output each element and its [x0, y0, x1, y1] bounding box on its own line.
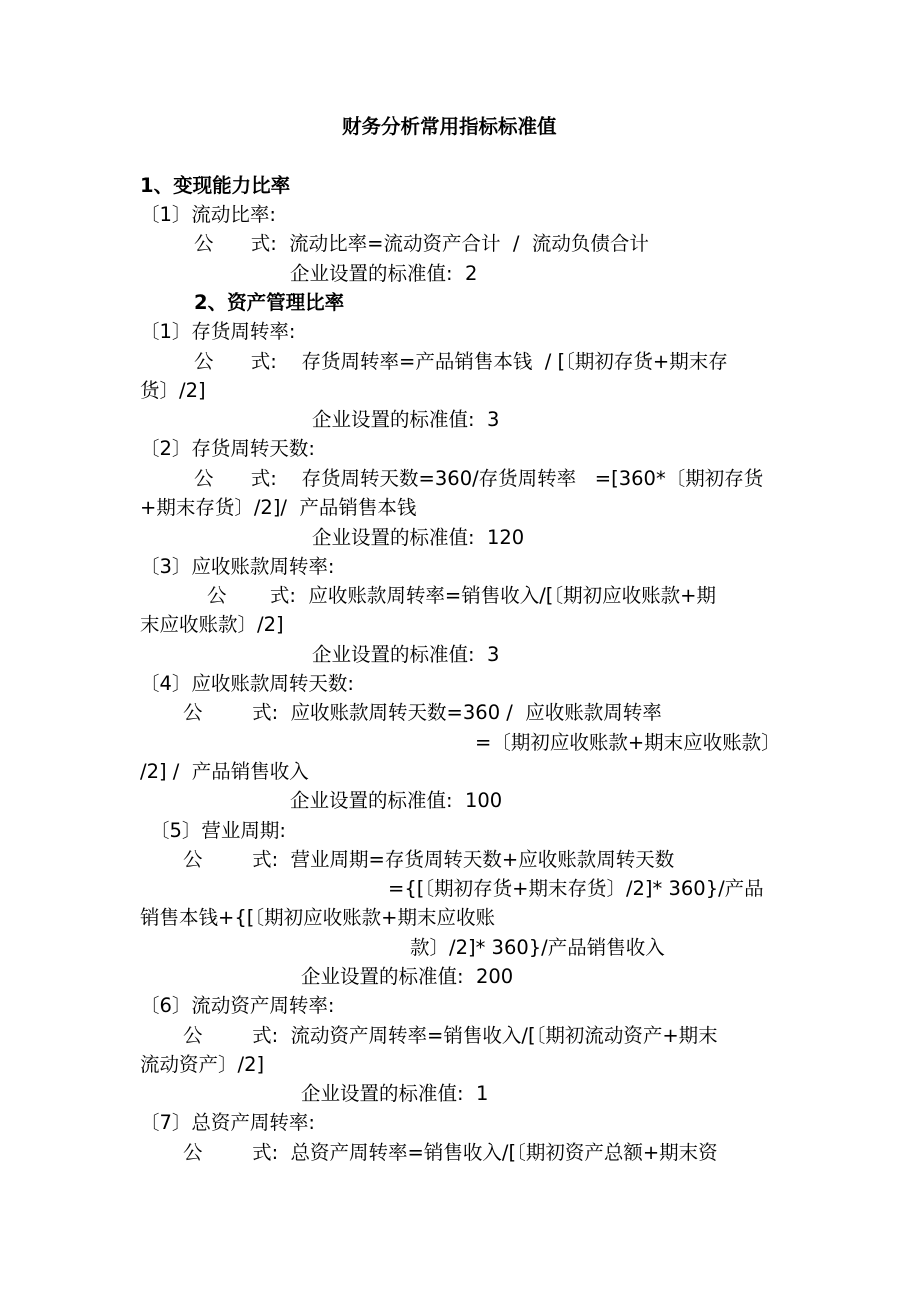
item-heading: 〔4〕应收账款周转天数: [140, 672, 354, 695]
formula-continuation: 款〕/2]* 360}/产品销售收入 [410, 936, 665, 959]
formula-continuation: 货〕/2] [140, 379, 206, 402]
section-heading: 2、资产管理比率 [194, 291, 345, 314]
standard-value: 企业设置的标准值: 200 [301, 965, 514, 988]
formula-line: 公 式: 存货周转率=产品销售本钱 / [〔期初存货+期末存 [194, 350, 728, 373]
item-heading: 〔3〕应收账款周转率: [140, 555, 335, 578]
standard-value: 企业设置的标准值: 2 [290, 262, 478, 285]
formula-line: 公 式: 流动资产周转率=销售收入/[〔期初流动资产+期末 [183, 1024, 718, 1047]
item-heading: 〔7〕总资产周转率: [140, 1111, 315, 1134]
item-heading: 〔1〕存货周转率: [140, 320, 296, 343]
formula-line: 公 式: 应收账款周转天数=360 / 应收账款周转率 [183, 701, 662, 724]
item-heading: 〔5〕营业周期: [150, 819, 286, 842]
formula-continuation: /2] / 产品销售收入 [140, 760, 309, 783]
standard-value: 企业设置的标准值: 3 [312, 643, 500, 666]
formula-line: 公 式: 应收账款周转率=销售收入/[〔期初应收账款+期 [207, 584, 716, 607]
formula-continuation: +期末存货〕/2]/ 产品销售本钱 [140, 496, 417, 519]
standard-value: 企业设置的标准值: 1 [301, 1082, 489, 1105]
formula-continuation: 销售本钱+{[〔期初应收账款+期末应收账 [140, 906, 495, 929]
item-heading: 〔1〕流动比率: [140, 203, 276, 226]
formula-continuation: 末应收账款〕/2] [140, 613, 284, 636]
formula-continuation: =〔期初应收账款+期末应收账款〕 [475, 731, 781, 754]
formula-continuation: 流动资产〕/2] [140, 1053, 265, 1076]
standard-value: 企业设置的标准值: 120 [312, 526, 525, 549]
formula-line: 公 式: 流动比率=流动资产合计 / 流动负债合计 [194, 232, 649, 255]
document-title: 财务分析常用指标标准值 [342, 115, 557, 138]
formula-line: 公 式: 营业周期=存货周转天数+应收账款周转天数 [183, 848, 675, 871]
section-heading: 1、变现能力比率 [140, 174, 291, 197]
standard-value: 企业设置的标准值: 100 [290, 789, 503, 812]
formula-line: 公 式: 存货周转天数=360/存货周转率 =[360*〔期初存货 [194, 467, 764, 490]
item-heading: 〔2〕存货周转天数: [140, 437, 315, 460]
formula-line: 公 式: 总资产周转率=销售收入/[〔期初资产总额+期末资 [183, 1141, 718, 1164]
formula-continuation: ={[〔期初存货+期末存货〕/2]* 360}/产品 [388, 877, 764, 900]
item-heading: 〔6〕流动资产周转率: [140, 994, 335, 1017]
standard-value: 企业设置的标准值: 3 [312, 408, 500, 431]
